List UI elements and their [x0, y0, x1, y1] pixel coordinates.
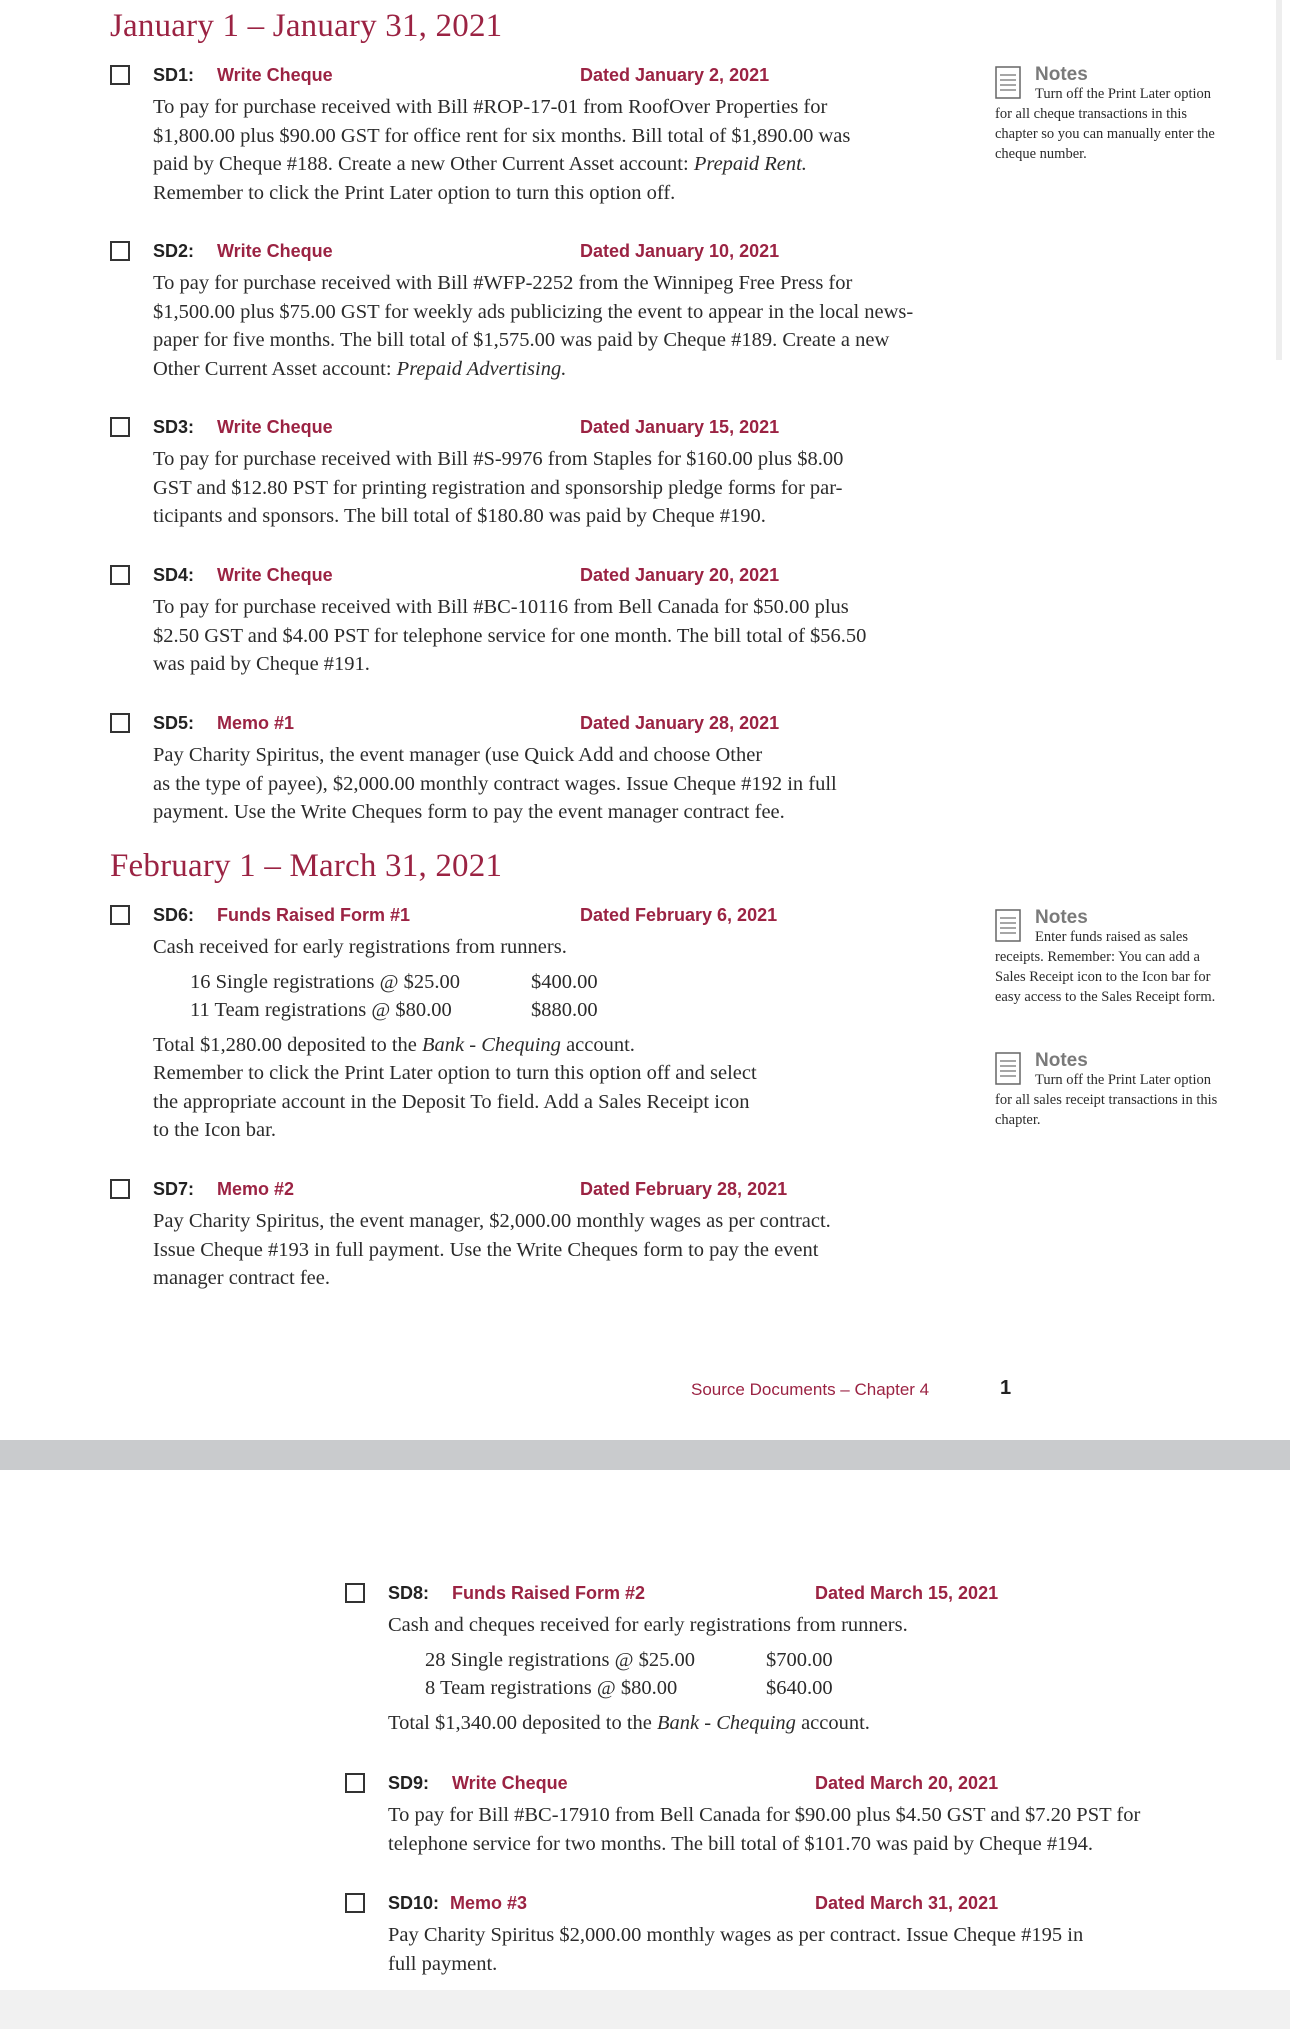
- section-heading-january: January 1 – January 31, 2021: [110, 8, 503, 44]
- sd4-line: was paid by Cheque #191.: [153, 653, 370, 675]
- entry-sd4: [110, 565, 940, 679]
- sd4-checkbox[interactable]: [110, 565, 130, 585]
- note-title: Notes: [1035, 1050, 1088, 1071]
- sd2-body: [153, 269, 943, 383]
- registration-amount: $400.00: [531, 970, 598, 993]
- sd1-type: Write Cheque: [217, 65, 333, 85]
- registration-row: [153, 996, 943, 1025]
- sd2-date: Dated January 10, 2021: [580, 241, 780, 261]
- sd6-line: to the Icon bar.: [153, 1119, 276, 1141]
- sd8-intro: Cash and cheques received for early registrations from runners.: [388, 1614, 908, 1636]
- sd4-line: To pay for purchase received with Bill #BC-10116 from Bell Canada for $50.00 plus: [153, 596, 849, 618]
- sd1-checkbox[interactable]: [110, 65, 130, 85]
- sd7-date: Dated February 28, 2021: [580, 1179, 788, 1199]
- sd7-line: manager contract fee.: [153, 1267, 330, 1289]
- sd6-date: Dated February 6, 2021: [580, 905, 778, 925]
- sd2-line: paper for five months. The bill total of $1,575.00 was paid by Cheque #189. Create a new: [153, 329, 890, 351]
- sd5-date: Dated January 28, 2021: [580, 713, 780, 733]
- sd5-line: payment. Use the Write Cheques form to pay the event manager contract fee.: [153, 801, 785, 823]
- note-text: Turn off the Print Later option for all sales receipt transactions in this chapter.: [995, 1072, 1218, 1128]
- sd7-line: Issue Cheque #193 in full payment. Use the Write Cheques form to pay the event: [153, 1238, 819, 1261]
- sd8-type: Funds Raised Form #2: [452, 1583, 646, 1603]
- sd6-type: Funds Raised Form #1: [217, 905, 411, 925]
- entry-sd3: [110, 417, 940, 531]
- sd9-id: SD9:: [388, 1773, 430, 1793]
- sd3-id: SD3:: [153, 417, 195, 437]
- registration-desc: 8 Team registrations @ $80.00: [425, 1677, 678, 1699]
- sd6-id: SD6:: [153, 905, 195, 925]
- document-icon: [995, 909, 1021, 942]
- section-heading-february-march: February 1 – March 31, 2021: [110, 848, 503, 884]
- sd1-body: [153, 93, 943, 207]
- sd6-line: the appropriate account in the Deposit To field. Add a Sales Receipt icon: [153, 1090, 750, 1113]
- sd1-id: SD1:: [153, 65, 195, 85]
- side-note: [995, 64, 1220, 164]
- sd5-checkbox[interactable]: [110, 713, 130, 733]
- registration-amount: $640.00: [766, 1677, 833, 1699]
- entry-sd1: [110, 65, 940, 207]
- sd9-date: Dated March 20, 2021: [815, 1773, 999, 1793]
- sd6-line: Remember to click the Print Later option to turn this option off and select: [153, 1062, 757, 1084]
- entry-sd2: [110, 241, 940, 383]
- sd10-date: Dated March 31, 2021: [815, 1893, 999, 1913]
- registration-row: [388, 1674, 1178, 1703]
- sd2-line: $1,500.00 plus $75.00 GST for weekly ads publicizing the event to appear in the local news-: [153, 300, 914, 323]
- sd8-date: Dated March 15, 2021: [815, 1583, 999, 1603]
- registration-desc: 11 Team registrations @ $80.00: [190, 999, 452, 1021]
- sd1-line: To pay for purchase received with Bill #ROP-17-01 from RoofOver Properties for: [153, 96, 828, 118]
- sd7-checkbox[interactable]: [110, 1179, 130, 1199]
- note-text: Turn off the Print Later option for all cheque transactions in this chapter so you can manually enter the cheque number.: [995, 86, 1215, 162]
- registration-desc: 16 Single registrations @ $25.00: [190, 970, 460, 993]
- entry-sd6: [110, 905, 940, 1145]
- sd6-body: [153, 933, 943, 1145]
- sd9-checkbox[interactable]: [345, 1773, 365, 1793]
- footer-chapter-label: Source Documents – Chapter 4: [691, 1380, 930, 1399]
- sd5-line: as the type of payee), $2,000.00 monthly contract wages. Issue Cheque #192 in full: [153, 772, 837, 795]
- sd3-line: ticipants and sponsors. The bill total of $180.80 was paid by Cheque #190.: [153, 505, 766, 527]
- sd10-line: Pay Charity Spiritus $2,000.00 monthly wages as per contract. Issue Cheque #195 in: [388, 1924, 1084, 1946]
- sd1-date: Dated January 2, 2021: [580, 65, 770, 85]
- sd1-line: $1,800.00 plus $90.00 GST for office rent for six months. Bill total of $1,890.00 was: [153, 124, 851, 147]
- sd8-checkbox[interactable]: [345, 1583, 365, 1603]
- sd2-line: To pay for purchase received with Bill #WFP-2252 from the Winnipeg Free Press for: [153, 272, 853, 294]
- sd4-type: Write Cheque: [217, 565, 333, 585]
- note-title: Notes: [1035, 64, 1088, 85]
- sd6-checkbox[interactable]: [110, 905, 130, 925]
- entry-sd5: [110, 713, 940, 827]
- registration-desc: 28 Single registrations @ $25.00: [425, 1648, 695, 1671]
- page-separator: [0, 1440, 1290, 1470]
- sd10-checkbox[interactable]: [345, 1893, 365, 1913]
- sd9-type: Write Cheque: [452, 1773, 568, 1793]
- sd7-id: SD7:: [153, 1179, 195, 1199]
- sd5-line: Pay Charity Spiritus, the event manager (use Quick Add and choose Other: [153, 744, 763, 766]
- entry-sd10: [345, 1893, 1175, 1978]
- sd3-type: Write Cheque: [217, 417, 333, 437]
- sd7-type: Memo #2: [217, 1179, 295, 1199]
- sd2-type: Write Cheque: [217, 241, 333, 261]
- scrollbar-track[interactable]: [1276, 0, 1282, 360]
- registration-row: [153, 968, 943, 997]
- sd8-body: [388, 1611, 1178, 1737]
- sd7-line: Pay Charity Spiritus, the event manager, $2,000.00 monthly wages as per contract.: [153, 1210, 831, 1232]
- sd3-line: GST and $12.80 PST for printing registration and sponsorship pledge forms for par-: [153, 476, 843, 499]
- side-note: [995, 1050, 1220, 1130]
- sd10-line: full payment.: [388, 1952, 498, 1975]
- sd2-checkbox[interactable]: [110, 241, 130, 261]
- sd3-date: Dated January 15, 2021: [580, 417, 780, 437]
- sd4-id: SD4:: [153, 565, 195, 585]
- document-icon: [995, 66, 1021, 99]
- sd9-line: telephone service for two months. The bill total of $101.70 was paid by Cheque #194.: [388, 1832, 1094, 1855]
- sd9-line: To pay for Bill #BC-17910 from Bell Canada for $90.00 plus $4.50 GST and $7.20 PST for: [388, 1804, 1141, 1826]
- side-note: [995, 907, 1220, 1007]
- note-title: Notes: [1035, 907, 1088, 928]
- bottom-strip: [0, 1990, 1290, 2029]
- entry-sd9: [345, 1773, 1175, 1858]
- sd3-body: [153, 445, 943, 531]
- sd1-line: paid by Cheque #188. Create a new Other Current Asset account: Prepaid Rent.: [153, 153, 807, 175]
- document-icon: [995, 1052, 1021, 1085]
- page-number: 1: [1000, 1377, 1012, 1399]
- entry-sd8: [345, 1583, 1175, 1737]
- sd5-body: [153, 741, 943, 827]
- sd7-body: [153, 1207, 943, 1293]
- sd10-type: Memo #3: [450, 1893, 528, 1913]
- sd6-intro: Cash received for early registrations from runners.: [153, 936, 567, 958]
- sd3-checkbox[interactable]: [110, 417, 130, 437]
- sd4-date: Dated January 20, 2021: [580, 565, 780, 585]
- registration-amount: $700.00: [766, 1648, 833, 1671]
- sd10-id: SD10:: [388, 1893, 440, 1913]
- sd10-body: [388, 1921, 1178, 1978]
- entry-sd7: [110, 1179, 940, 1293]
- sd9-body: [388, 1801, 1178, 1858]
- note-text: Enter funds raised as sales receipts. Remember: You can add a Sales Receipt icon to the Icon bar for easy access to the Sales Receipt form.: [995, 929, 1216, 1005]
- sd1-line: Remember to click the Print Later option to turn this option off.: [153, 181, 676, 204]
- registration-amount: $880.00: [531, 999, 598, 1021]
- sd4-body: [153, 593, 943, 679]
- sd2-line: Other Current Asset account: Prepaid Advertising.: [153, 357, 567, 380]
- sd6-total: Total $1,280.00 deposited to the Bank - Chequing account.: [153, 1033, 635, 1056]
- sd8-total: Total $1,340.00 deposited to the Bank - Chequing account.: [388, 1711, 870, 1734]
- sd2-id: SD2:: [153, 241, 195, 261]
- sd5-id: SD5:: [153, 713, 195, 733]
- sd4-line: $2.50 GST and $4.00 PST for telephone service for one month. The bill total of $56.50: [153, 624, 867, 647]
- sd3-line: To pay for purchase received with Bill #S-9976 from Staples for $160.00 plus $8.00: [153, 448, 844, 470]
- sd8-id: SD8:: [388, 1583, 430, 1603]
- registration-row: [388, 1646, 1178, 1675]
- sd5-type: Memo #1: [217, 713, 295, 733]
